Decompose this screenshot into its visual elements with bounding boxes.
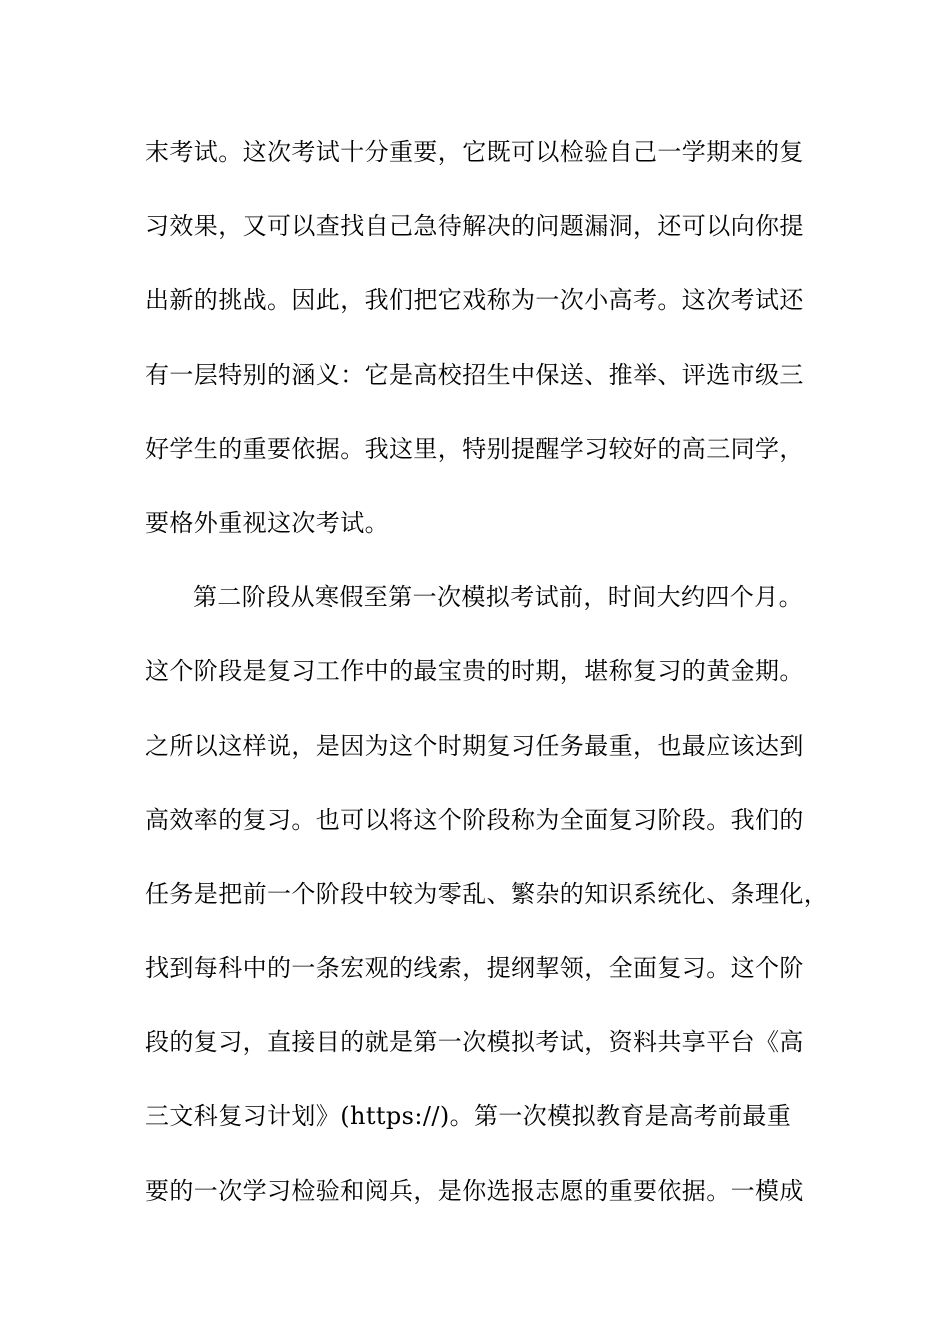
body-text [145,128,829,1241]
text-line: 要格外重视这次考试。 [145,508,389,537]
text-line: 之所以这样说，是因为这个时期复习任务最重，也最应该达到 [145,731,804,760]
paragraph-start-line: 第二阶段从寒假至第一次模拟考试前，时间大约四个月。 [193,583,803,612]
text-line: 有一层特别的涵义：它是高校招生中保送、推举、评选市级三 [145,360,804,389]
text-line: 出新的挑战。因此，我们把它戏称为一次小高考。这次考试还 [145,286,804,315]
text-line: 段的复习，直接目的就是第一次模拟考试，资料共享平台《高 [145,1028,804,1057]
text-line: 末考试。这次考试十分重要，它既可以检验自己一学期来的复 [145,138,804,166]
text-line: 要的一次学习检验和阅兵，是你选报志愿的重要依据。一模成 [145,1176,804,1205]
text-line: 三文科复习计划》(https://)。第一次模拟教育是高考前最重 [145,1102,792,1131]
text-line: 高效率的复习。也可以将这个阶段称为全面复习阶段。我们的 [145,805,804,834]
text-line: 习效果，又可以查找自己急待解决的问题漏洞，还可以向你提 [145,212,804,241]
text-line: 这个阶段是复习工作中的最宝贵的时期，堪称复习的黄金期。 [145,657,804,686]
text-line: 找到每科中的一条宏观的线索，提纲挈领，全面复习。这个阶 [145,954,804,983]
text-line: 好学生的重要依据。我这里，特别提醒学习较好的高三同学， [145,434,804,463]
text-line: 任务是把前一个阶段中较为零乱、繁杂的知识系统化、条理化， [145,879,829,908]
